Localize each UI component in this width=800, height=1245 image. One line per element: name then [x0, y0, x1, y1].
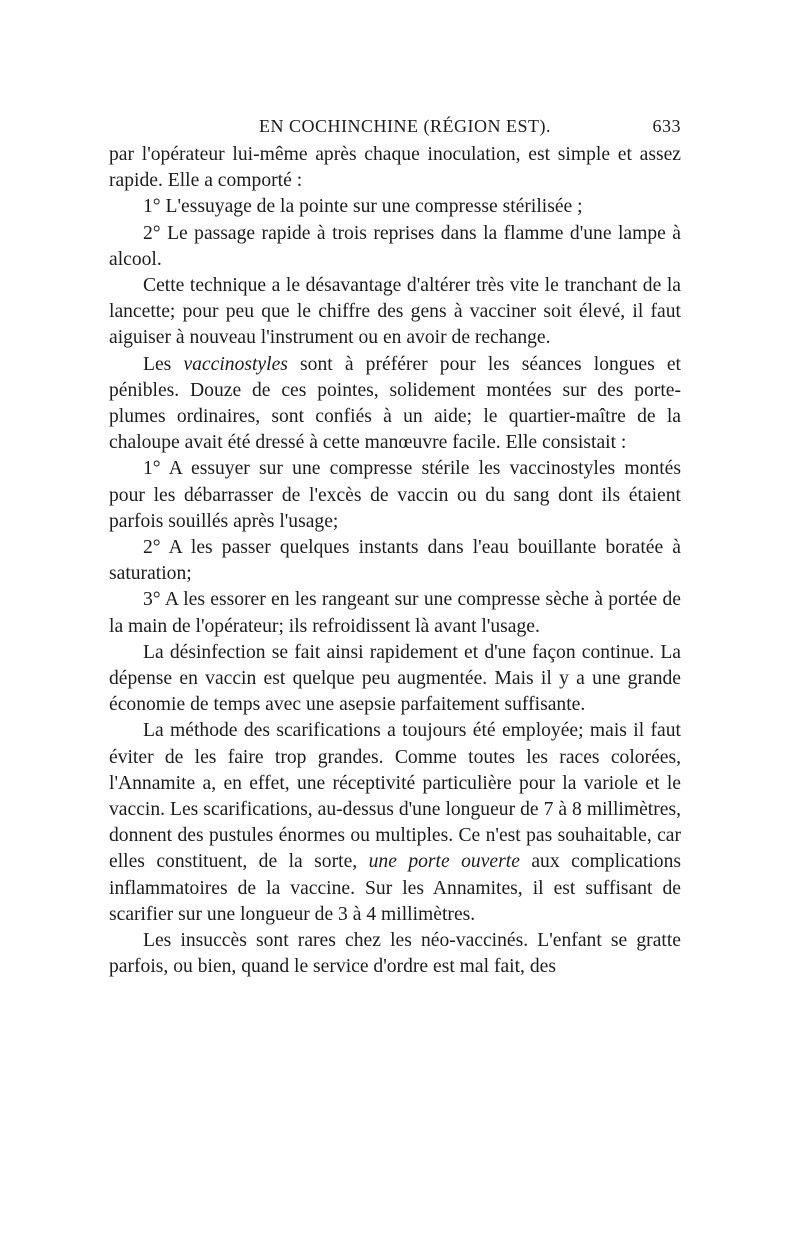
paragraph-scarifications [109, 718, 681, 928]
book-page [109, 112, 681, 981]
list-item-flame-pass: 2° Le passage rapide à trois reprises dans la flamme d'une lampe à alcool. [109, 222, 681, 270]
text-run: Les [143, 353, 184, 375]
italic-term: vaccinostyles [183, 353, 288, 375]
text-run: La méthode des scarifications a toujours été employée; mais il faut éviter de les faire trop grandes. Comme toutes les races colorées, l'Annamite a, en effet, une réceptivité particulière pour la variole et le vaccin. Les scarifications, au-dessus d'une longueur de 7 à 8 millimètres, donnent des pustules énormes ou multiples. Ce n'est pas souhaitable, car elles constituent, de la sorte, [109, 720, 681, 873]
paragraph-disinfection: La désinfection se fait ainsi rapidement et d'une façon continue. La dépense en vaccin est quelque peu augmentée. Mais il y a une grande économie de temps avec une asepsie parfaitement suffisante. [109, 641, 681, 716]
list-item-drain: 3° A les essorer en les rangeant sur une compresse sèche à portée de la main de l'opérateur; ils refroidissent là avant l'usage. [109, 589, 681, 637]
list-item-boiling-water: 2° A les passer quelques instants dans l'eau bouillante boratée à saturation; [109, 537, 681, 585]
paragraph-failures: Les insuccès sont rares chez les néo-vaccinés. L'enfant se gratte parfois, ou bien, quand le service d'ordre est mal fait, des [109, 930, 681, 978]
body-text [109, 142, 681, 981]
list-item-wipe-point: 1° L'essuyage de la pointe sur une compresse stérilisée ; [143, 196, 583, 218]
page-number: 633 [652, 116, 681, 136]
list-item-wipe-styles: 1° A essuyer sur une compresse stérile les vaccinostyles montés pour les débarrasser de l'excès de vaccin ou du sang dont ils étaient parfois souillés après l'usage; [109, 458, 681, 532]
paragraph-lancet-drawback: Cette technique a le désavantage d'altérer très vite le tranchant de la lancette; pour peu que le chiffre des gens à vacciner soit élevé, il faut aiguiser à nouveau l'instrument ou en avoir de rechange. [109, 275, 681, 349]
running-title: EN COCHINCHINE (RÉGION EST). [259, 116, 551, 136]
paragraph-continuation: par l'opérateur lui-même après chaque inoculation, est simple et assez rapide. Elle a comporté : [109, 144, 681, 192]
paragraph-vaccinostyles [109, 352, 681, 457]
italic-phrase: une porte ouverte [368, 851, 520, 873]
text-run: sont à préférer pour les séances longues et pénibles. Douze de ces pointes, solidement montées sur des porte-plumes ordinaires, sont confiés à un aide; le quartier-maître de la chaloupe avait été dressé à cette manœuvre facile. Elle consistait : [109, 353, 681, 454]
running-head [109, 112, 681, 142]
text-run: aux complications inflammatoires de la vaccine. Sur les Annamites, il est suffisant de scarifier sur une longueur de 3 à 4 millimètres. [109, 851, 681, 925]
